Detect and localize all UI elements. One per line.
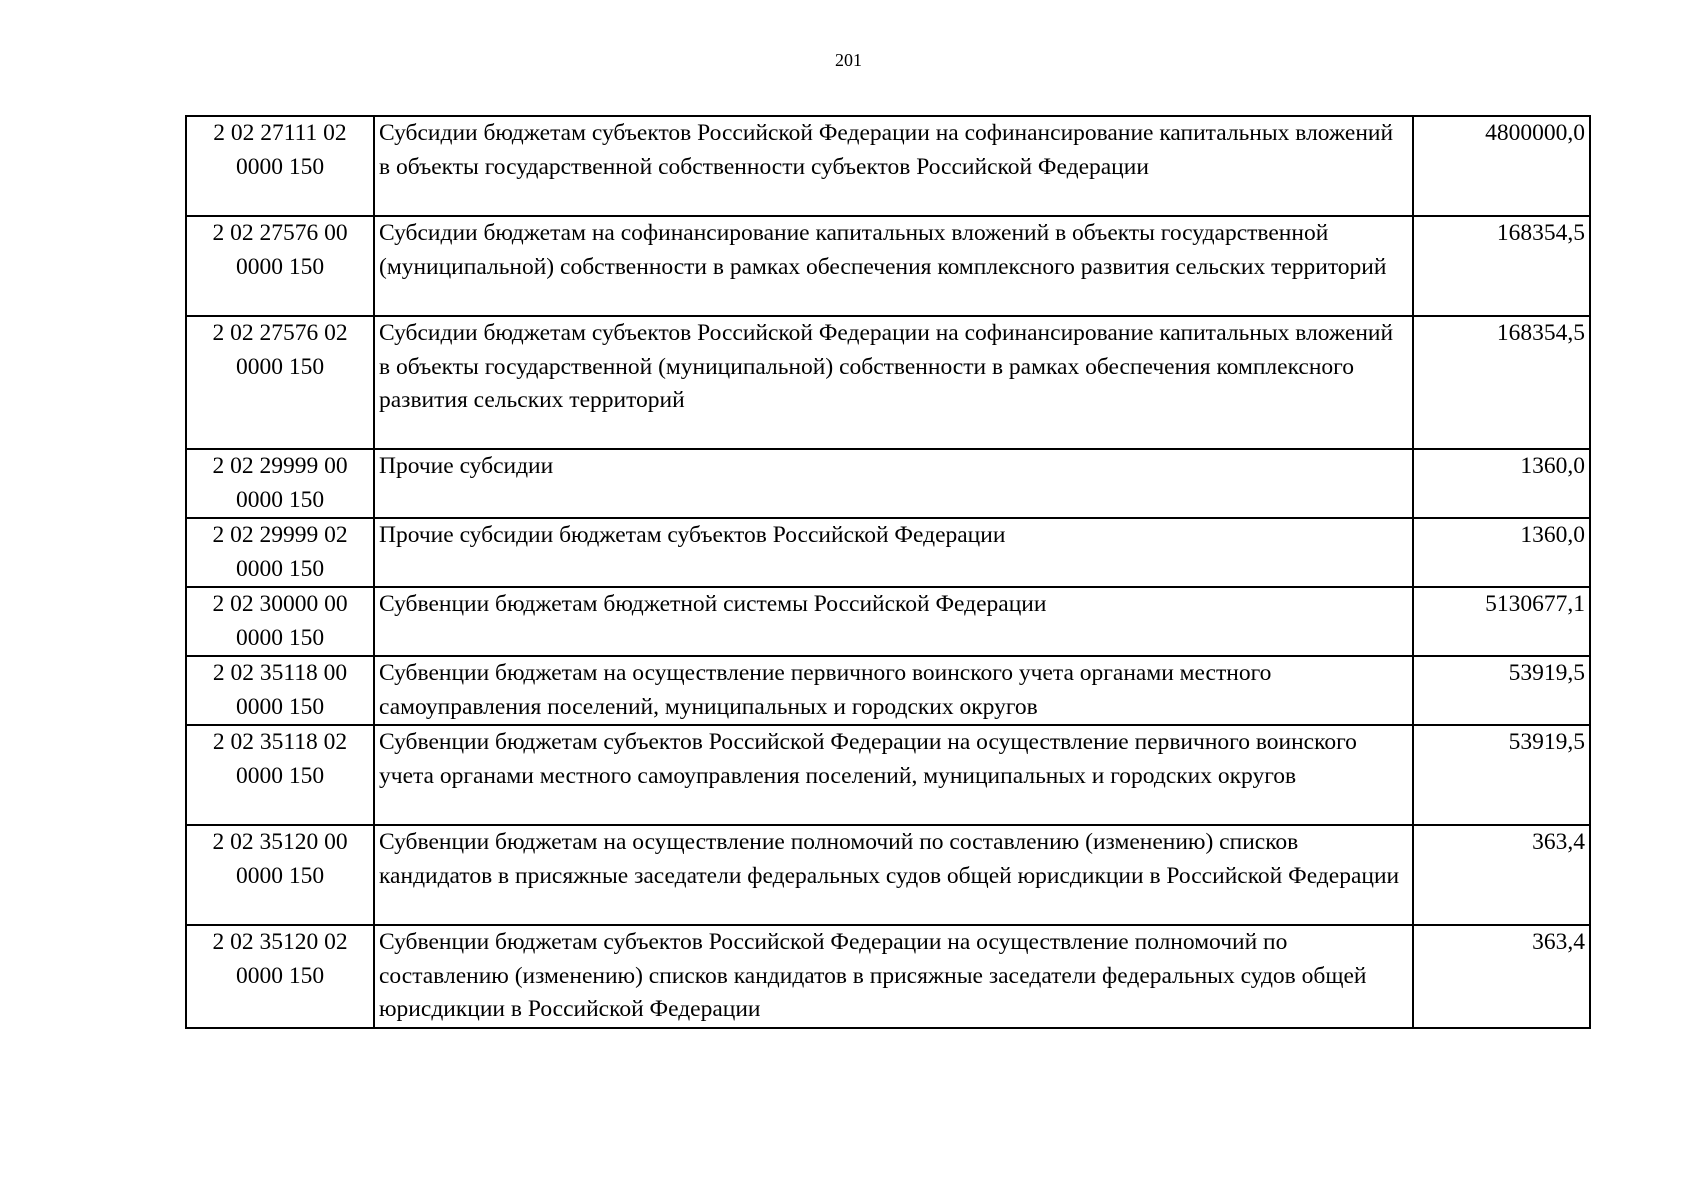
budget-code-cell: 2 02 35120 00 0000 150 bbox=[186, 825, 374, 925]
amount-cell: 363,4 bbox=[1413, 925, 1590, 1028]
revenue-name-cell: Субсидии бюджетам субъектов Российской Федерации на софинансирование капитальных вложений в объекты государственной (муниципальной) собственности в рамках обеспечения комплексного развития сельских территорий bbox=[374, 316, 1413, 449]
revenue-name-cell: Субвенции бюджетам субъектов Российской Федерации на осуществление полномочий по составлению (изменению) списков кандидатов в присяжные заседатели федеральных судов общей юрисдикции в Российской Федерации bbox=[374, 925, 1413, 1028]
page-number: 201 bbox=[835, 50, 862, 70]
table-row bbox=[186, 925, 1590, 1028]
budget-code-cell: 2 02 27576 02 0000 150 bbox=[186, 316, 374, 449]
budget-code-cell: 2 02 27576 00 0000 150 bbox=[186, 216, 374, 316]
revenue-name-cell: Субвенции бюджетам на осуществление первичного воинского учета органами местного самоуправления поселений, муниципальных и городских округов bbox=[374, 656, 1413, 725]
revenue-name-cell: Прочие субсидии бюджетам субъектов Российской Федерации bbox=[374, 518, 1413, 587]
revenue-name-cell: Субвенции бюджетам субъектов Российской Федерации на осуществление первичного воинского учета органами местного самоуправления поселений, муниципальных и городских округов bbox=[374, 725, 1413, 825]
table-row bbox=[186, 656, 1590, 725]
amount-cell: 168354,5 bbox=[1413, 216, 1590, 316]
revenue-name-cell: Прочие субсидии bbox=[374, 449, 1413, 518]
budget-code-cell: 2 02 29999 00 0000 150 bbox=[186, 449, 374, 518]
amount-cell: 5130677,1 bbox=[1413, 587, 1590, 656]
revenue-name-cell: Субвенции бюджетам на осуществление полномочий по составлению (изменению) списков кандидатов в присяжные заседатели федеральных судов общей юрисдикции в Российской Федерации bbox=[374, 825, 1413, 925]
budget-code-cell: 2 02 29999 02 0000 150 bbox=[186, 518, 374, 587]
amount-cell: 363,4 bbox=[1413, 825, 1590, 925]
budget-code-cell: 2 02 35118 02 0000 150 bbox=[186, 725, 374, 825]
amount-cell: 53919,5 bbox=[1413, 656, 1590, 725]
table-row bbox=[186, 449, 1590, 518]
amount-cell: 168354,5 bbox=[1413, 316, 1590, 449]
revenue-name-cell: Субсидии бюджетам на софинансирование капитальных вложений в объекты государственной (муниципальной) собственности в рамках обеспечения комплексного развития сельских территорий bbox=[374, 216, 1413, 316]
table-row bbox=[186, 216, 1590, 316]
budget-code-cell: 2 02 30000 00 0000 150 bbox=[186, 587, 374, 656]
revenue-name-cell: Субсидии бюджетам субъектов Российской Федерации на софинансирование капитальных вложений в объекты государственной собственности субъектов Российской Федерации bbox=[374, 116, 1413, 216]
revenue-name-cell: Субвенции бюджетам бюджетной системы Российской Федерации bbox=[374, 587, 1413, 656]
amount-cell: 1360,0 bbox=[1413, 449, 1590, 518]
budget-code-cell: 2 02 27111 02 0000 150 bbox=[186, 116, 374, 216]
table-row bbox=[186, 825, 1590, 925]
table-row bbox=[186, 518, 1590, 587]
budget-revenue-table bbox=[185, 115, 1591, 1029]
budget-code-cell: 2 02 35118 00 0000 150 bbox=[186, 656, 374, 725]
amount-cell: 4800000,0 bbox=[1413, 116, 1590, 216]
table-row bbox=[186, 725, 1590, 825]
amount-cell: 53919,5 bbox=[1413, 725, 1590, 825]
amount-cell: 1360,0 bbox=[1413, 518, 1590, 587]
table-row bbox=[186, 316, 1590, 449]
table-row bbox=[186, 116, 1590, 216]
table-row bbox=[186, 587, 1590, 656]
budget-code-cell: 2 02 35120 02 0000 150 bbox=[186, 925, 374, 1028]
